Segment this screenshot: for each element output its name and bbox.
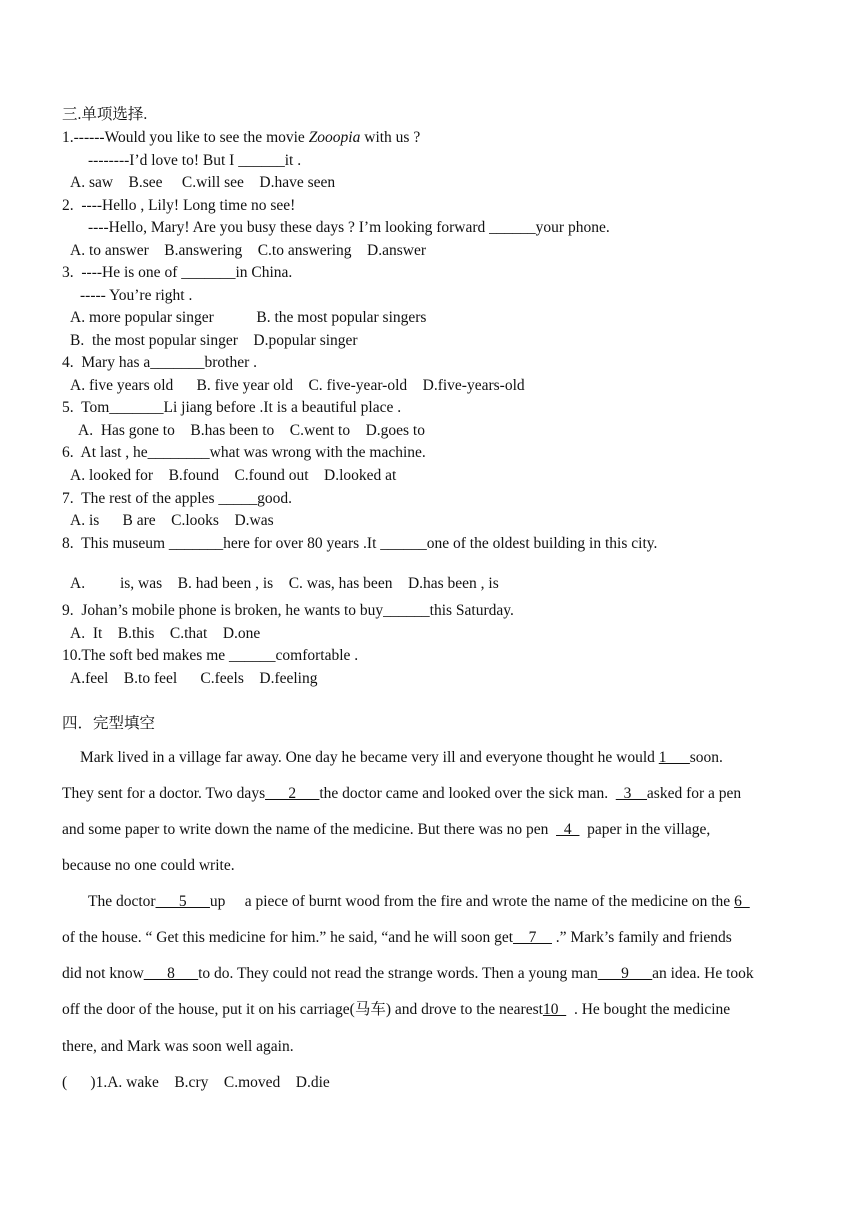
question-8-stem: 8. This museum _______here for over 80 years .It ______one of the oldest building in this city. (62, 535, 658, 552)
question-6-stem: 6. At last , he________what was wrong with the machine. (62, 444, 426, 461)
cloze-p2-line5: there, and Mark was soon well again. (62, 1038, 294, 1055)
cloze-text: Mark lived in a village far away. One day he became very ill and everyone thought he would (80, 749, 659, 766)
blank-9: ___9___ (597, 965, 653, 982)
cloze-text: They sent for a doctor. Two days (62, 785, 266, 802)
question-10-options: A.feel B.to feel C.feels D.feeling (70, 670, 318, 687)
question-4-stem: 4. Mary has a_______brother . (62, 354, 257, 371)
cloze-text: an idea. He took (652, 965, 754, 982)
question-8-options: A. is, was B. had been , is C. was, has been D.has been , is (70, 575, 499, 592)
question-3-options-2: B. the most popular singer D.popular singer (70, 332, 358, 349)
question-2-stem: 2. ----Hello , Lily! Long time no see! (62, 197, 296, 214)
question-7-options: A. is B are C.looks D.was (70, 512, 274, 529)
blank-2: ___2___ (265, 785, 320, 802)
section-four-title: 四．完型填空 (62, 715, 156, 732)
q1-movie-title: Zooopia (308, 129, 361, 146)
cloze-text: and some paper to write down the name of the medicine. But there was no pen (62, 821, 557, 838)
question-2-options: A. to answer B.answering C.to answering D.answer (70, 242, 427, 259)
cloze-text: did not know (62, 965, 144, 982)
cloze-text: paper in the village, (579, 821, 711, 838)
blank-10: 10 (542, 1001, 567, 1018)
blank-1: 1___ (658, 749, 690, 766)
blank-5: ___5___ (155, 893, 210, 910)
question-7-stem: 7. The rest of the apples _____good. (62, 490, 293, 507)
blank-7: __7__ (513, 929, 552, 946)
blank-6: 6_ (734, 893, 750, 910)
cloze-text: asked for a pen (646, 785, 742, 802)
blank-8: ___8___ (143, 965, 199, 982)
question-5-options: A. Has gone to B.has been to C.went to D.goes to (78, 422, 425, 439)
cloze-p1-line2 (62, 784, 741, 804)
cloze-p1-line3 (62, 820, 710, 840)
question-5-stem: 5. Tom_______Li jiang before .It is a beautiful place . (62, 399, 402, 416)
cloze-p1-line1 (80, 748, 723, 768)
question-3-stem: 3. ----He is one of _______in China. (62, 264, 293, 281)
q1-stem-b: with us ? (360, 129, 421, 146)
question-3-options: A. more popular singer B. the most popular singers (70, 309, 427, 326)
question-3-line2: ----- You’re right . (80, 287, 193, 304)
cloze-text: The doctor (88, 893, 156, 910)
question-1-options: A. saw B.see C.will see D.have seen (70, 174, 336, 191)
cloze-text: the doctor came and looked over the sick man. (319, 785, 616, 802)
cloze-text: . He bought the medicine (566, 1001, 731, 1018)
cloze-p2-line2 (62, 928, 732, 948)
cloze-p2-line1 (88, 892, 750, 912)
cloze-text: of the house. “ Get this medicine for him.” he said, “and he will soon get (62, 929, 514, 946)
question-9-options: A. It B.this C.that D.one (70, 625, 261, 642)
section-three-title: 三.单项选择. (62, 106, 148, 123)
blank-3: _3__ (615, 785, 647, 802)
question-2-line2: ----Hello, Mary! Are you busy these days ? I’m looking forward ______your phone. (88, 219, 610, 236)
cloze-p2-line4 (62, 1000, 730, 1020)
cloze-text: soon. (689, 749, 723, 766)
cloze-text: to do. They could not read the strange words. Then a young man (198, 965, 598, 982)
cloze-answer-q1: ( )1.A. wake B.cry C.moved D.die (62, 1074, 330, 1091)
question-6-options: A. looked for B.found C.found out D.looked at (70, 467, 397, 484)
question-1-stem (62, 128, 420, 148)
question-10-stem: 10.The soft bed makes me ______comfortable . (62, 647, 359, 664)
cloze-text: .” Mark’s family and friends (551, 929, 732, 946)
q1-stem-a: 1.------Would you like to see the movie (62, 129, 309, 146)
cloze-p2-line3 (62, 964, 754, 984)
cloze-text: off the door of the house, put it on his carriage(马车) and drove to the nearest (62, 1001, 543, 1018)
question-4-options: A. five years old B. five year old C. five-year-old D.five-years-old (70, 377, 525, 394)
question-1-line2: --------I’d love to! But I ______it . (88, 152, 302, 169)
question-9-stem: 9. Johan’s mobile phone is broken, he wants to buy______this Saturday. (62, 602, 514, 619)
cloze-text: up a piece of burnt wood from the fire and wrote the name of the medicine on the (209, 893, 735, 910)
blank-4: _4_ (556, 821, 580, 838)
cloze-p1-line4: because no one could write. (62, 857, 235, 874)
